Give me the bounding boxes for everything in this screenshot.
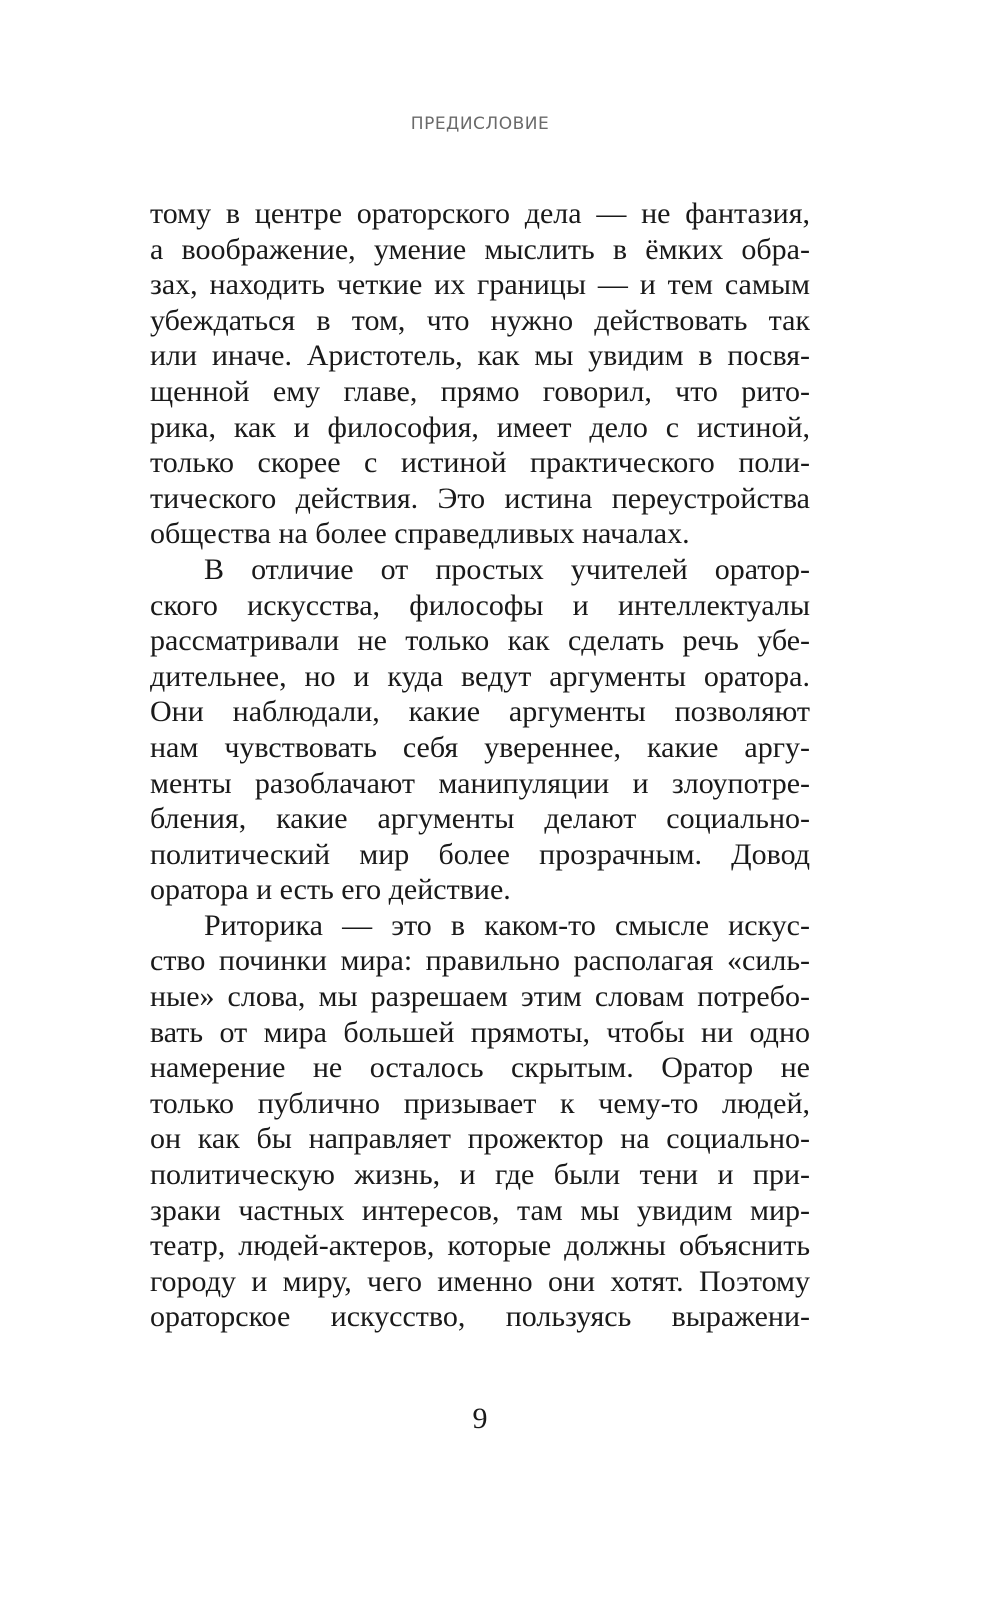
text-line: вать от мира большей прямоты, чтобы ни одно [150,1015,810,1049]
text-line: а воображение, умение мыслить в ёмких обра- [150,232,810,266]
text-line: оратора и есть его действие. [150,873,511,907]
text-line: городу и миру, чего именно они хотят. Поэтому [150,1264,810,1298]
text-line: ные» слова, мы разрешаем этим словам потребо- [150,980,810,1014]
text-line: общества на более справедливых началах. [150,517,690,551]
text-line: намерение не осталось скрытым. Оратор не [150,1051,810,1085]
running-head: ПРЕДИСЛОВИЕ [410,114,550,134]
text-line: ского искусства, философы и интеллектуалы [150,588,810,622]
text-line: он как бы направляет прожектор на социально- [150,1122,810,1156]
text-line: щенной ему главе, прямо говорил, что рито- [150,374,810,408]
text-line: ораторское искусство, пользуясь выражени- [150,1300,810,1334]
text-line: зраки частных интересов, там мы увидим мир- [150,1193,810,1227]
text-line: только публично призывает к чему-то людей, [150,1086,810,1120]
text-line: ство починки мира: правильно располагая «силь- [150,944,810,978]
text-line: нам чувствовать себя увереннее, какие аргу- [150,730,810,764]
text-line: менты разоблачают манипуляции и злоупотре- [150,766,810,800]
text-line: рика, как и философия, имеет дело с истиной, [150,410,810,444]
text-line: Они наблюдали, какие аргументы позволяют [150,695,810,729]
page-number: 9 [472,1402,488,1435]
text-line: убеждаться в том, что нужно действовать так [150,303,810,337]
text-line: Риторика — это в каком-то смысле искус- [204,908,810,942]
text-line: рассматривали не только как сделать речь убе- [150,624,810,658]
text-line: бления, какие аргументы делают социально- [150,802,810,836]
text-line: дительнее, но и куда ведут аргументы оратора. [150,659,810,693]
text-line: тического действия. Это истина переустройства [150,481,810,515]
text-line: политическую жизнь, и где были тени и при- [150,1158,810,1192]
text-line: тому в центре ораторского дела — не фантазия, [150,197,810,230]
text-line: зах, находить четкие их границы — и тем самым [150,268,810,302]
text-line: театр, людей-актеров, которые должны объяснить [150,1229,810,1263]
text-line: В отличие от простых учителей оратор- [204,552,810,586]
text-line: политический мир более прозрачным. Довод [150,837,810,871]
text-line: или иначе. Аристотель, как мы увидим в посвя- [150,339,810,373]
body-text [150,196,810,1335]
text-line: только скорее с истиной практического поли- [150,446,810,480]
